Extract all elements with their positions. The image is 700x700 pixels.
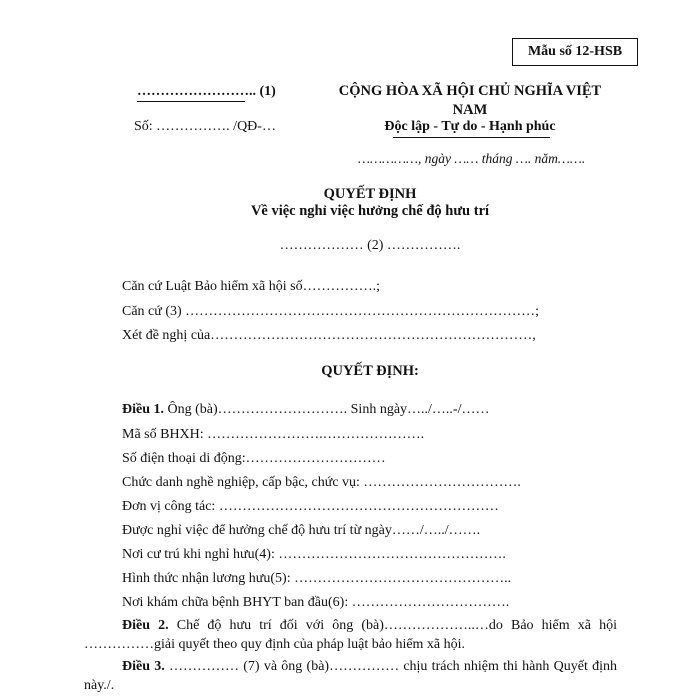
basis-3: Căn cứ (3) …………………………………………………………………;: [122, 304, 540, 319]
document-number: Số: ……………. /QĐ-…: [134, 119, 276, 134]
basis-proposal: Xét đề nghị của……………………………………………………………,: [122, 328, 536, 343]
organization-line: …………………….. (1): [137, 84, 276, 99]
field-payment-method: Hình thức nhận lương hưu(5): ………………………………………..: [122, 571, 512, 586]
decision-heading: QUYẾT ĐỊNH:: [321, 363, 419, 379]
issuing-authority: ……………… (2) …………….: [279, 238, 461, 253]
document-title: QUYẾT ĐỊNH: [323, 186, 417, 202]
field-health-facility: Nơi khám chữa bệnh BHYT ban đầu(6): …………………………….: [122, 595, 510, 610]
date-line: ……………, ngày …… tháng …. năm…….: [358, 151, 586, 166]
field-residence: Nơi cư trú khi nghỉ hưu(4): ………………………………………….: [122, 547, 506, 562]
organization-underline: [137, 101, 245, 102]
article-3: [84, 657, 617, 695]
national-motto: Độc lập - Tự do - Hạnh phúc: [384, 119, 556, 134]
field-workplace: Đơn vị công tác: ……………………………………………………: [122, 499, 499, 514]
field-bhxh-code: Mã số BHXH: …………………….………………….: [122, 427, 425, 442]
national-title: CỘNG HÒA XÃ HỘI CHỦ NGHĨA VIỆT NAM: [338, 83, 602, 118]
document-subtitle: Về việc nghỉ việc hưởng chế độ hưu trí: [250, 203, 490, 219]
article-3-label: Điều 3.: [122, 659, 165, 674]
form-code-badge: Mẫu số 12-HSB: [512, 38, 638, 66]
field-retirement-date: Được nghỉ việc để hưởng chế độ hưu trí từ ngày……/…../…….: [122, 523, 481, 538]
article-1-text: Ông (bà)………………………. Sinh ngày…../…..-/……: [164, 402, 490, 417]
article-2: [84, 616, 617, 654]
article-1-label: Điều 1.: [122, 402, 164, 417]
field-mobile: Số điện thoại di động:…………………………: [122, 451, 386, 466]
article-1: [122, 402, 489, 418]
basis-law: Căn cứ Luật Bảo hiểm xã hội số…………….;: [122, 279, 380, 294]
article-3-text: …………… (7) và ông (bà)…………… chịu trách nhiệm thi hành Quyết định này./.: [84, 659, 617, 693]
article-2-text: Chế độ hưu trí đối với ông (bà)………………..…do Bảo hiểm xã hội ……………giải quyết theo quy định của pháp luật bảo hiểm xã hội.: [84, 618, 618, 652]
field-position: Chức danh nghề nghiệp, cấp bậc, chức vụ: …………………………….: [122, 475, 521, 490]
motto-underline: [393, 137, 550, 138]
article-2-label: Điều 2.: [122, 618, 169, 633]
